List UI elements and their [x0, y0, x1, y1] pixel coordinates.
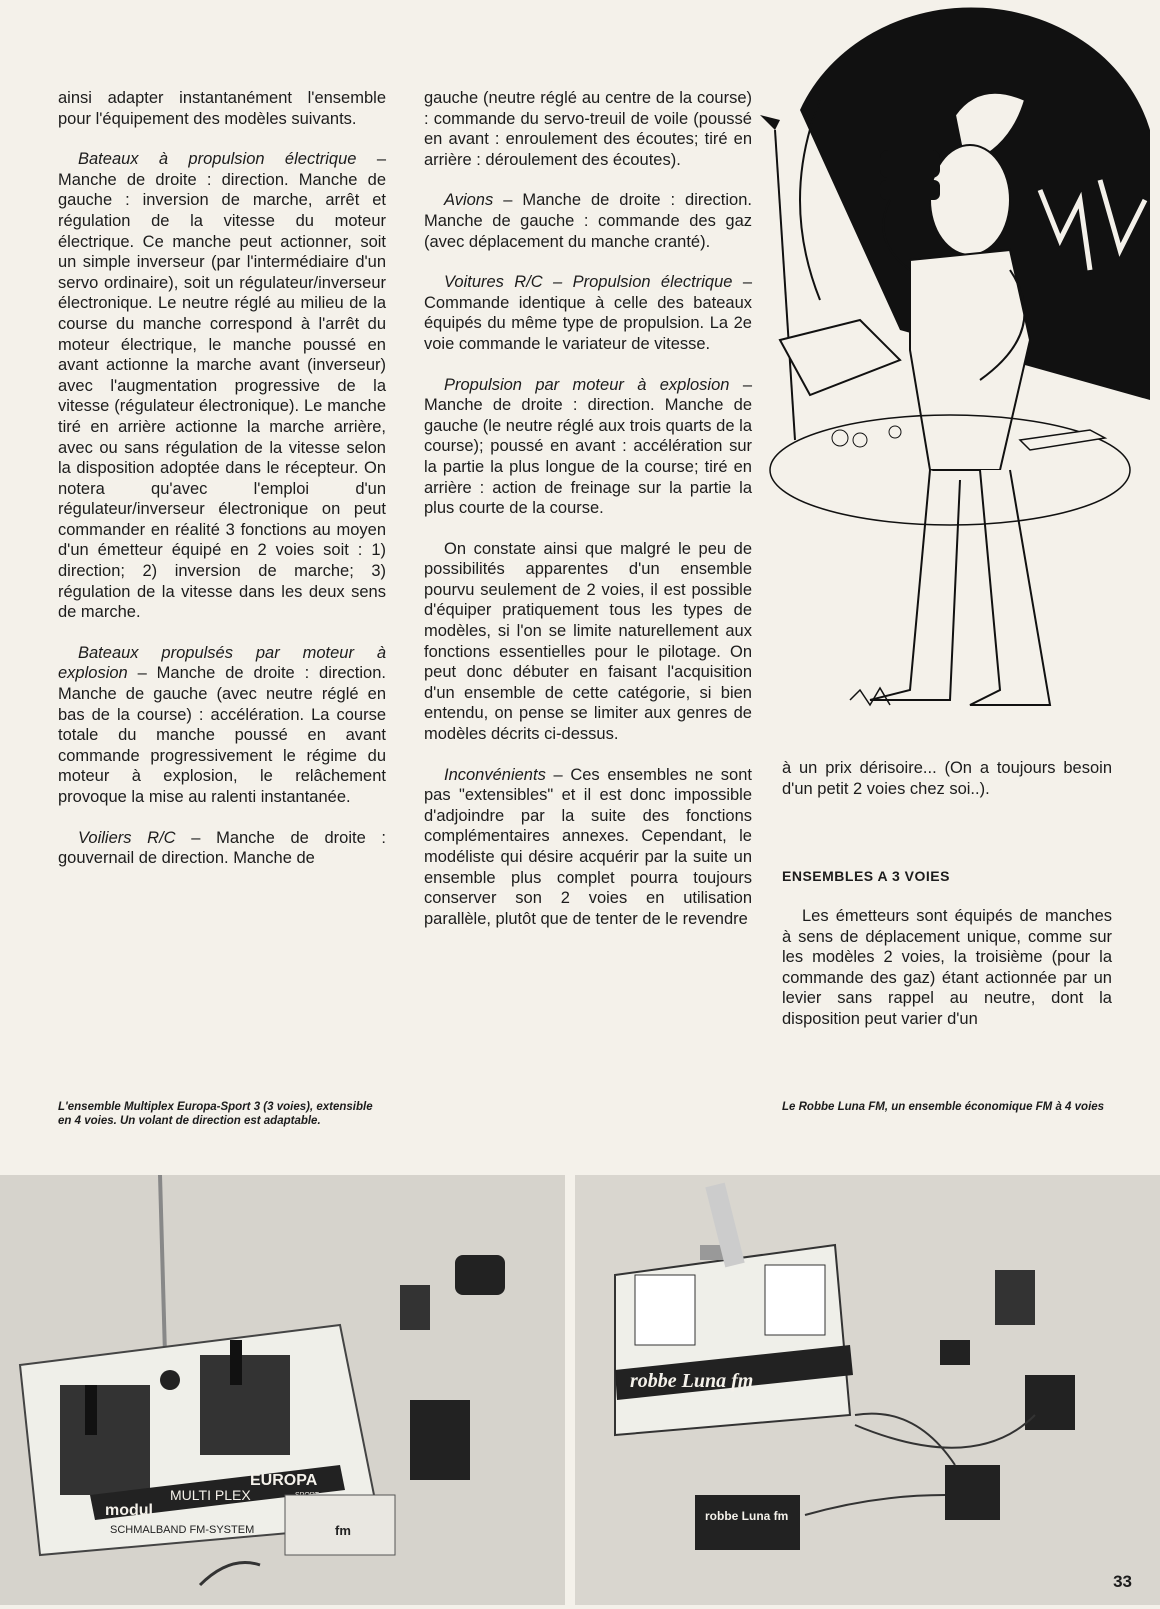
paragraph-lead: Propulsion par moteur à explosion [444, 375, 730, 394]
page-number: 33 [1113, 1572, 1132, 1591]
text-column-1 [58, 88, 386, 889]
text-column-3-continued [782, 906, 1112, 1050]
photo-right-drawing [575, 1175, 1160, 1605]
paragraph: ainsi adapter instantanément l'ensemble pour l'équipement des modèles suivants. [58, 89, 386, 128]
paragraph: gauche (neutre réglé au centre de la course) : commande du servo-treuil de voile (poussé en avant : enroulement des écoutes; tiré en arrière : déroulement des écoutes). [424, 89, 752, 169]
paragraph: à un prix dérisoire... (On a toujours besoin d'un petit 2 voies chez soi..). [782, 759, 1112, 798]
paragraph-lead: Bateaux propulsés par moteur à explosion [58, 643, 386, 683]
paragraph-lead: Avions [444, 191, 494, 210]
paragraph: Voiliers R/C – Manche de droite : gouvernail de direction. Manche de [58, 828, 386, 868]
photo-multiplex-transmitter [0, 1175, 565, 1605]
band-label: SCHMALBAND FM-SYSTEM [110, 1524, 255, 1536]
paragraph: Voitures R/C – Propulsion électrique – Commande identique à celle des bateaux équipés du même type de propulsion. La 2e voie commande le variateur de vitesse. [424, 273, 753, 353]
paragraph: Propulsion par moteur à explosion – Manche de droite : direction. Manche de gauche (le neutre réglé aux trois quarts de la course); poussé en avant : accélération sur la partie la plus longue de la course; tiré en arrière : action de freinage sur la partie la plus courte de la course. [424, 375, 752, 518]
paragraph-lead: Inconvénients [444, 765, 546, 784]
text-column-3 [782, 758, 1112, 819]
paragraph: Bateaux à propulsion électrique – Manche de droite : direction. Manche de gauche : inversion de marche, arrêt et régulation de la vitesse du moteur électrique. Ce manche peut actionner, soit un simple inverseur (par l'intermédiaire d'un servo ordinaire), soit un régulateur/inverseur électronique. Le neutre réglé au milieu de la course du manche correspond à l'arrêt du moteur électrique, le manche poussé en avant actionne la marche avant (inverseur) avec l'augmentation progressive de la vitesse (régulateur électronique). Le manche tiré en arrière actionne la marche arrière, avec ou sans régulation de la vitesse selon la disposition adoptée dans le récepteur. On notera qu'avec l'emploi d'un régulateur/inverseur électronique on peut commander en réalité 3 fonctions au moyen d'un émetteur équipé en 2 voies soit : 1) direction; 2) inversion de marche; 3) régulation de la vitesse dans les deux sens de marche. [58, 150, 386, 622]
paragraph: Les émetteurs sont équipés de manches à sens de déplacement unique, comme sur les modèles 2 voies, la troisième (pour la commande des gaz) étant actionnée par un levier sans rappel au neutre, dont la disposition peut varier d'un [782, 907, 1112, 1028]
brand-label: robbe Luna fm [630, 1370, 754, 1392]
brand-label: modul [105, 1502, 153, 1519]
brand-label: EUROPA [250, 1472, 318, 1489]
paragraph: On constate ainsi que malgré le peu de possibilités apparentes d'un ensemble pourvu seulement de 2 voies, il est possible d'équiper pratiquement tous les types de modèles, si l'on se limite naturellement aux fonctions essentielles pour le pilotage. On peut donc débuter en faisant l'acquisition d'un ensemble de cette catégorie, si bien entendu, on pense se limiter aux genres de modèles décrits ci-dessus. [424, 539, 752, 744]
paragraph-lead: Voitures R/C – Propulsion électrique [444, 273, 733, 292]
paragraph: Inconvénients – Ces ensembles ne sont pas "extensibles" et il est donc impossible d'adjoindre par la suite des fonctions complémentaires annexes. Cependant, le modéliste qui désire acquérir par la suite un ensemble plus complet pourra toujours conserver son 2 voies en utilisation parallèle, plutôt que de tenter de le revendre [424, 765, 752, 928]
photo-robbe-luna-transmitter [575, 1175, 1160, 1605]
text-column-2 [424, 88, 752, 949]
section-heading: ENSEMBLES A 3 VOIES [782, 868, 950, 884]
receiver-label: robbe Luna fm [705, 1509, 789, 1523]
paragraph-lead: Bateaux à propulsion électrique [78, 150, 357, 169]
receiver-label: fm [335, 1523, 351, 1538]
photo-caption-right: Le Robbe Luna FM, un ensemble économique FM à 4 voies [782, 1101, 1105, 1113]
photo-caption-left: L'ensemble Multiplex Europa-Sport 3 (3 voies), extensible en 4 voies. Un volant de direction est adaptable. [58, 1101, 373, 1127]
paragraph: Bateaux propulsés par moteur à explosion – Manche de droite : direction. Manche de gauche (avec neutre réglé en bas de la course) : accélération. La course totale du manche poussé en avant commande progressivement le régime du moteur à explosion, le relâchement provoque la mise au ralenti instantanée. [58, 643, 386, 806]
cartoon-illustration [760, 0, 1160, 750]
paragraph: Avions – Manche de droite : direction. Manche de gauche : commande des gaz (avec déplacement du manche cranté). [424, 191, 752, 251]
paragraph-lead: Voiliers R/C [78, 828, 176, 847]
photo-left-drawing [0, 1175, 565, 1605]
brand-label: MULTI PLEX [170, 1487, 251, 1503]
